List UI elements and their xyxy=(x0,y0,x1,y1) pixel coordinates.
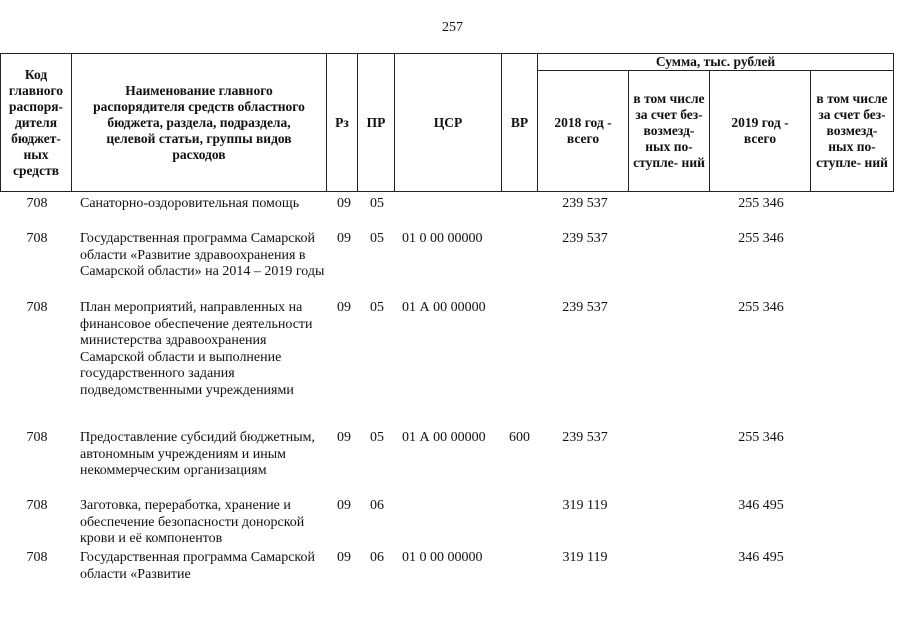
row-rz: 09 xyxy=(337,300,351,315)
row-name: Заготовка, переработка, хранение и обеспечение безопасности донорской крови и её компонентов xyxy=(80,498,305,546)
row-sum-2019: 346 495 xyxy=(738,550,784,565)
row-sum-2018: 319 119 xyxy=(562,498,608,513)
row-name: Государственная программа Самарской области «Развитие xyxy=(80,550,316,582)
row-pr: 05 xyxy=(370,196,384,211)
row-pr: 05 xyxy=(370,300,384,315)
header-2018-total: 2018 год - всего xyxy=(537,70,629,192)
row-sum-2018: 319 119 xyxy=(562,550,608,565)
row-name: План мероприятий, направленных на финансовое обеспечение деятельности министерства здравоохранения Самарской области и выполнение государственного задания подведомственными учреждениями xyxy=(80,300,313,398)
header-2019-free: в том числе за счет без- возмезд- ных по- ступле- ний xyxy=(810,70,894,192)
row-rz: 09 xyxy=(337,231,351,246)
header-csr: ЦСР xyxy=(394,53,502,192)
row-sum-2018: 239 537 xyxy=(562,300,608,315)
row-rz: 09 xyxy=(337,196,351,211)
header-rz: Рз xyxy=(326,53,358,192)
row-name: Государственная программа Самарской области «Развитие здравоохранения в Самарской области» на 2014 – 2019 годы xyxy=(80,231,325,279)
header-vr: ВР xyxy=(501,53,538,192)
row-sum-2018: 239 537 xyxy=(562,430,608,445)
row-pr: 06 xyxy=(370,550,384,565)
row-sum-2019: 255 346 xyxy=(738,430,784,445)
header-name: Наименование главного распорядителя средств областного бюджета, раздела, подраздела, целевой статьи, группы видов расходов xyxy=(71,53,327,192)
row-name: Санаторно-оздоровительная помощь xyxy=(80,196,300,211)
row-csr: 01 А 00 00000 xyxy=(402,300,486,315)
header-2018-free: в том числе за счет без- возмезд- ных по- ступле- ний xyxy=(628,70,710,192)
row-rz: 09 xyxy=(337,498,351,513)
header-kod: Код главного распоря- дителя бюджет- ных средств xyxy=(0,53,72,192)
row-csr: 01 0 00 00000 xyxy=(402,550,483,565)
table-header xyxy=(0,53,894,192)
row-rz: 09 xyxy=(337,550,351,565)
row-pr: 06 xyxy=(370,498,384,513)
header-pr: ПР xyxy=(357,53,395,192)
row-name: Предоставление субсидий бюджетным, автономным учреждениям и иным некоммерческим организациям xyxy=(80,430,316,478)
row-kod: 708 xyxy=(26,300,48,315)
row-sum-2019: 346 495 xyxy=(738,498,784,513)
row-csr: 01 0 00 00000 xyxy=(402,231,483,246)
header-sum: Сумма, тыс. рублей xyxy=(537,53,894,71)
row-sum-2019: 255 346 xyxy=(738,196,784,211)
row-sum-2018: 239 537 xyxy=(562,231,608,246)
row-sum-2018: 239 537 xyxy=(562,196,608,211)
row-kod: 708 xyxy=(26,430,48,445)
row-kod: 708 xyxy=(26,231,48,246)
row-sum-2019: 255 346 xyxy=(738,300,784,315)
row-pr: 05 xyxy=(370,430,384,445)
row-pr: 05 xyxy=(370,231,384,246)
row-kod: 708 xyxy=(26,550,48,565)
row-kod: 708 xyxy=(26,196,48,211)
page-number: 257 xyxy=(442,20,463,35)
row-rz: 09 xyxy=(337,430,351,445)
row-sum-2019: 255 346 xyxy=(738,231,784,246)
row-vr: 600 xyxy=(509,430,530,445)
header-2019-total: 2019 год - всего xyxy=(709,70,811,192)
row-csr: 01 А 00 00000 xyxy=(402,430,486,445)
row-kod: 708 xyxy=(26,498,48,513)
